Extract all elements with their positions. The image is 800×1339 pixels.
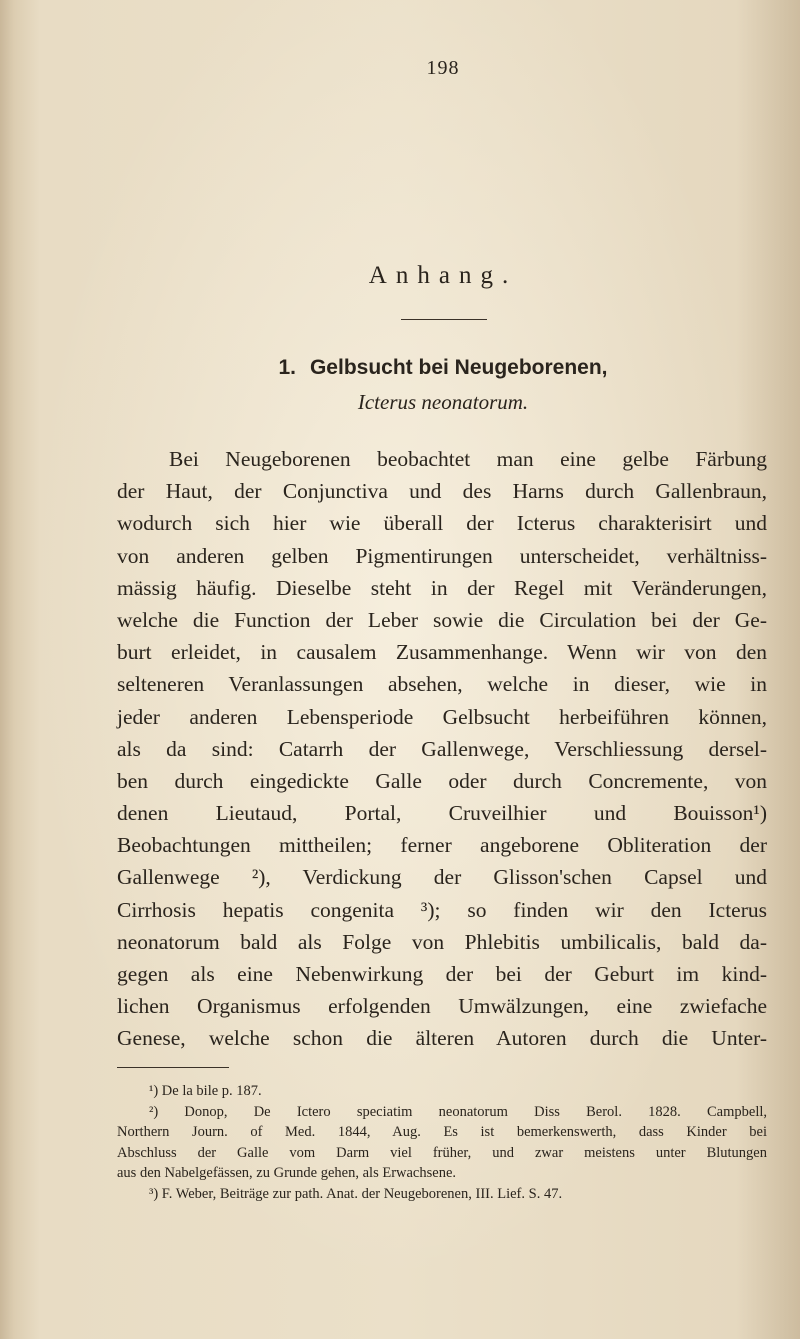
body-line: gegen als eine Nebenwirkung der bei der Geburt im kind- [117, 962, 767, 986]
footnote-divider [117, 1067, 229, 1068]
body-line: Bei Neugeborenen beobachtet man eine gelbe Färbung [169, 447, 767, 471]
section-title: Anhang. [368, 262, 518, 289]
chapter-number: 1. [278, 356, 296, 379]
chapter-subtitle: Icterus neonatorum. [357, 390, 529, 414]
body-line: welche die Function der Leber sowie die Circulation bei der Ge- [117, 607, 767, 632]
body-line: Cirrhosis hepatis congenita ³); so finden wir den Icterus [117, 897, 767, 922]
body-line: Genese, welche schon die älteren Autoren durch die Unter- [117, 1026, 767, 1051]
footnote-line: ³) F. Weber, Beiträge zur path. Anat. der Neugeborenen, III. Lief. S. 47. [149, 1185, 563, 1202]
body-line: selteneren Veranlassungen absehen, welche in dieser, wie in [117, 672, 767, 697]
footnote-line: Abschluss der Galle vom Darm viel früher, und zwar meistens unter Blutungen [117, 1144, 767, 1161]
body-line: lichen Organismus erfolgenden Umwälzungen, eine zwiefache [117, 994, 767, 1019]
footnote-line: Northern Journ. of Med. 1844, Aug. Es ist bemerkenswerth, dass Kinder bei [117, 1124, 767, 1141]
footnote-line: ²) Donop, De Ictero speciatim neonatorum Diss Berol. 1828. Campbell, [149, 1103, 767, 1120]
footnote-line: aus den Nabelgefässen, zu Grunde gehen, als Erwachsene. [117, 1165, 457, 1182]
body-line: jeder anderen Lebensperiode Gelbsucht herbeiführen können, [117, 704, 767, 729]
page-number: 198 [426, 57, 460, 79]
body-line: Gallenwege ²), Verdickung der Glisson'schen Capsel und [117, 865, 767, 890]
footnote-line: ¹) De la bile p. 187. [149, 1083, 262, 1099]
title-divider [401, 319, 487, 320]
body-line: burt erleidet, in causalem Zusammenhange. Wenn wir von den [117, 640, 767, 665]
chapter-heading [0, 356, 800, 380]
body-line: wodurch sich hier wie überall der Icterus charakterisirt und [117, 511, 767, 536]
body-line: mässig häufig. Dieselbe steht in der Regel mit Veränderungen, [117, 575, 767, 600]
body-line: Beobachtungen mittheilen; ferner angeborene Obliteration der [117, 833, 767, 858]
footnotes [117, 1081, 767, 1205]
body-line: als da sind: Catarrh der Gallenwege, Verschliessung dersel- [117, 736, 767, 761]
body-line: ben durch eingedickte Galle oder durch Concremente, von [117, 768, 767, 793]
body-text [117, 443, 767, 1055]
body-line: von anderen gelben Pigmentirungen unterscheidet, verhältniss- [117, 543, 767, 568]
body-line: der Haut, der Conjunctiva und des Harns durch Gallenbraun, [117, 479, 767, 504]
body-line: denen Lieutaud, Portal, Cruveilhier und Bouisson¹) [117, 801, 767, 826]
chapter-title: Gelbsucht bei Neugeborenen, [309, 356, 608, 379]
body-line: neonatorum bald als Folge von Phlebitis umbilicalis, bald da- [117, 929, 767, 954]
